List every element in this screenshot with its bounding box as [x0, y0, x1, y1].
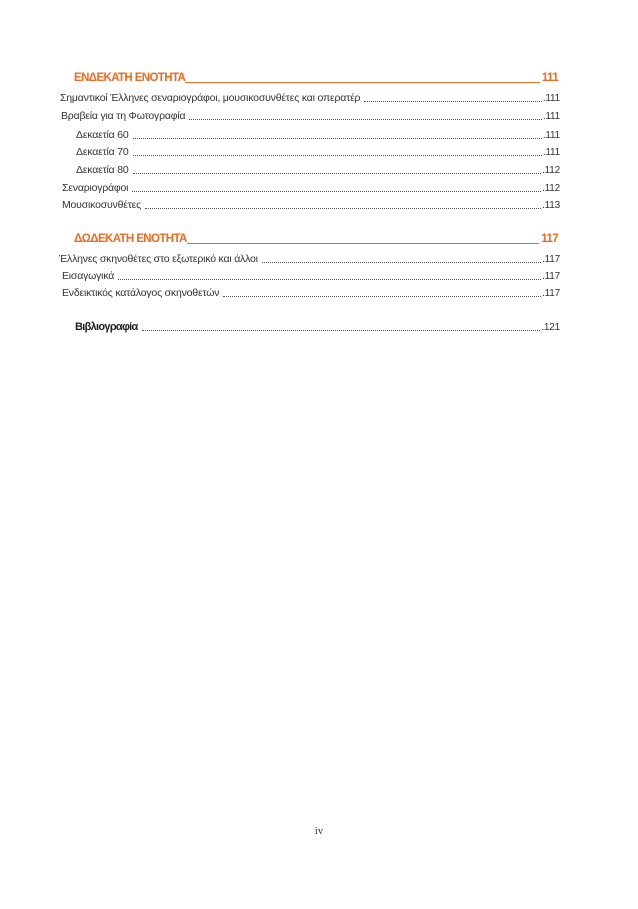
- section-heading-11: [74, 72, 558, 85]
- toc-entry[interactable]: [76, 129, 560, 142]
- toc-entry[interactable]: [61, 110, 560, 123]
- toc-entry[interactable]: [62, 270, 560, 283]
- toc-entry-page: .117: [542, 271, 560, 282]
- page-number: iv: [314, 826, 324, 837]
- dot-leader: [133, 155, 542, 156]
- toc-entry[interactable]: [62, 182, 560, 195]
- toc-entry[interactable]: [62, 199, 560, 212]
- toc-entry-title: Έλληνες σκηνοθέτες στο εξωτερικό και άλλοι: [59, 253, 258, 265]
- section-heading-rule: [185, 82, 540, 83]
- section-heading-title: ΕΝΔΕΚΑΤΗ ΕΝΟΤΗΤΑ: [74, 72, 186, 84]
- section-heading-page: 117: [541, 233, 558, 245]
- dot-leader: [364, 101, 541, 102]
- toc-entry-page: .111: [542, 93, 560, 104]
- toc-entry-bibliography[interactable]: [75, 321, 560, 334]
- dot-leader: [223, 296, 541, 297]
- toc-entry-title: Δεκαετία 80: [76, 164, 129, 176]
- toc-entry-page: .111: [542, 130, 560, 141]
- toc-entry-title: Μουσικοσυνθέτες: [62, 199, 141, 211]
- dot-leader: [142, 330, 541, 331]
- toc-entry[interactable]: [76, 146, 560, 159]
- toc-entry-page: .117: [542, 288, 560, 299]
- toc-entry-page: .113: [542, 200, 560, 211]
- section-heading-12: [74, 233, 558, 246]
- dot-leader: [133, 138, 542, 139]
- toc-entry[interactable]: [62, 287, 560, 300]
- toc-entry-page: .117: [542, 254, 560, 265]
- toc-entry-title: Σημαντικοί Έλληνες σεναριογράφοι, μουσικοσυνθέτες και οπερατέρ: [60, 92, 361, 104]
- dot-leader: [118, 279, 541, 280]
- dot-leader: [133, 173, 542, 174]
- toc-entry[interactable]: [59, 253, 560, 266]
- dot-leader: [145, 208, 541, 209]
- toc-entry-page: .111: [542, 111, 560, 122]
- dot-leader: [189, 119, 541, 120]
- toc-entry-title: Βιβλιογραφία: [75, 321, 138, 333]
- dot-leader: [132, 191, 541, 192]
- toc-entry-title: Δεκαετία 70: [76, 146, 129, 158]
- toc-entry-page: .111: [542, 147, 560, 158]
- dot-leader: [262, 262, 541, 263]
- toc-entry-title: Σεναριογράφοι: [62, 182, 129, 194]
- toc-entry-page: .112: [542, 183, 560, 194]
- toc-entry-page: .121: [541, 322, 560, 333]
- toc-entry[interactable]: [76, 164, 560, 177]
- section-heading-title: ΔΩΔΕΚΑΤΗ ΕΝΟΤΗΤΑ: [74, 233, 187, 245]
- toc-entry-page: .112: [542, 165, 560, 176]
- toc-entry-title: Εισαγωγικά: [62, 270, 115, 282]
- toc-entry-title: Δεκαετία 60: [76, 129, 129, 141]
- toc-entry-title: Ενδεικτικός κατάλογος σκηνοθετών: [62, 287, 220, 299]
- section-heading-rule: [187, 243, 540, 244]
- toc-entry-title: Βραβεία για τη Φωτογραφία: [61, 110, 186, 122]
- section-heading-page: 111: [541, 72, 558, 84]
- toc-entry[interactable]: [60, 92, 560, 105]
